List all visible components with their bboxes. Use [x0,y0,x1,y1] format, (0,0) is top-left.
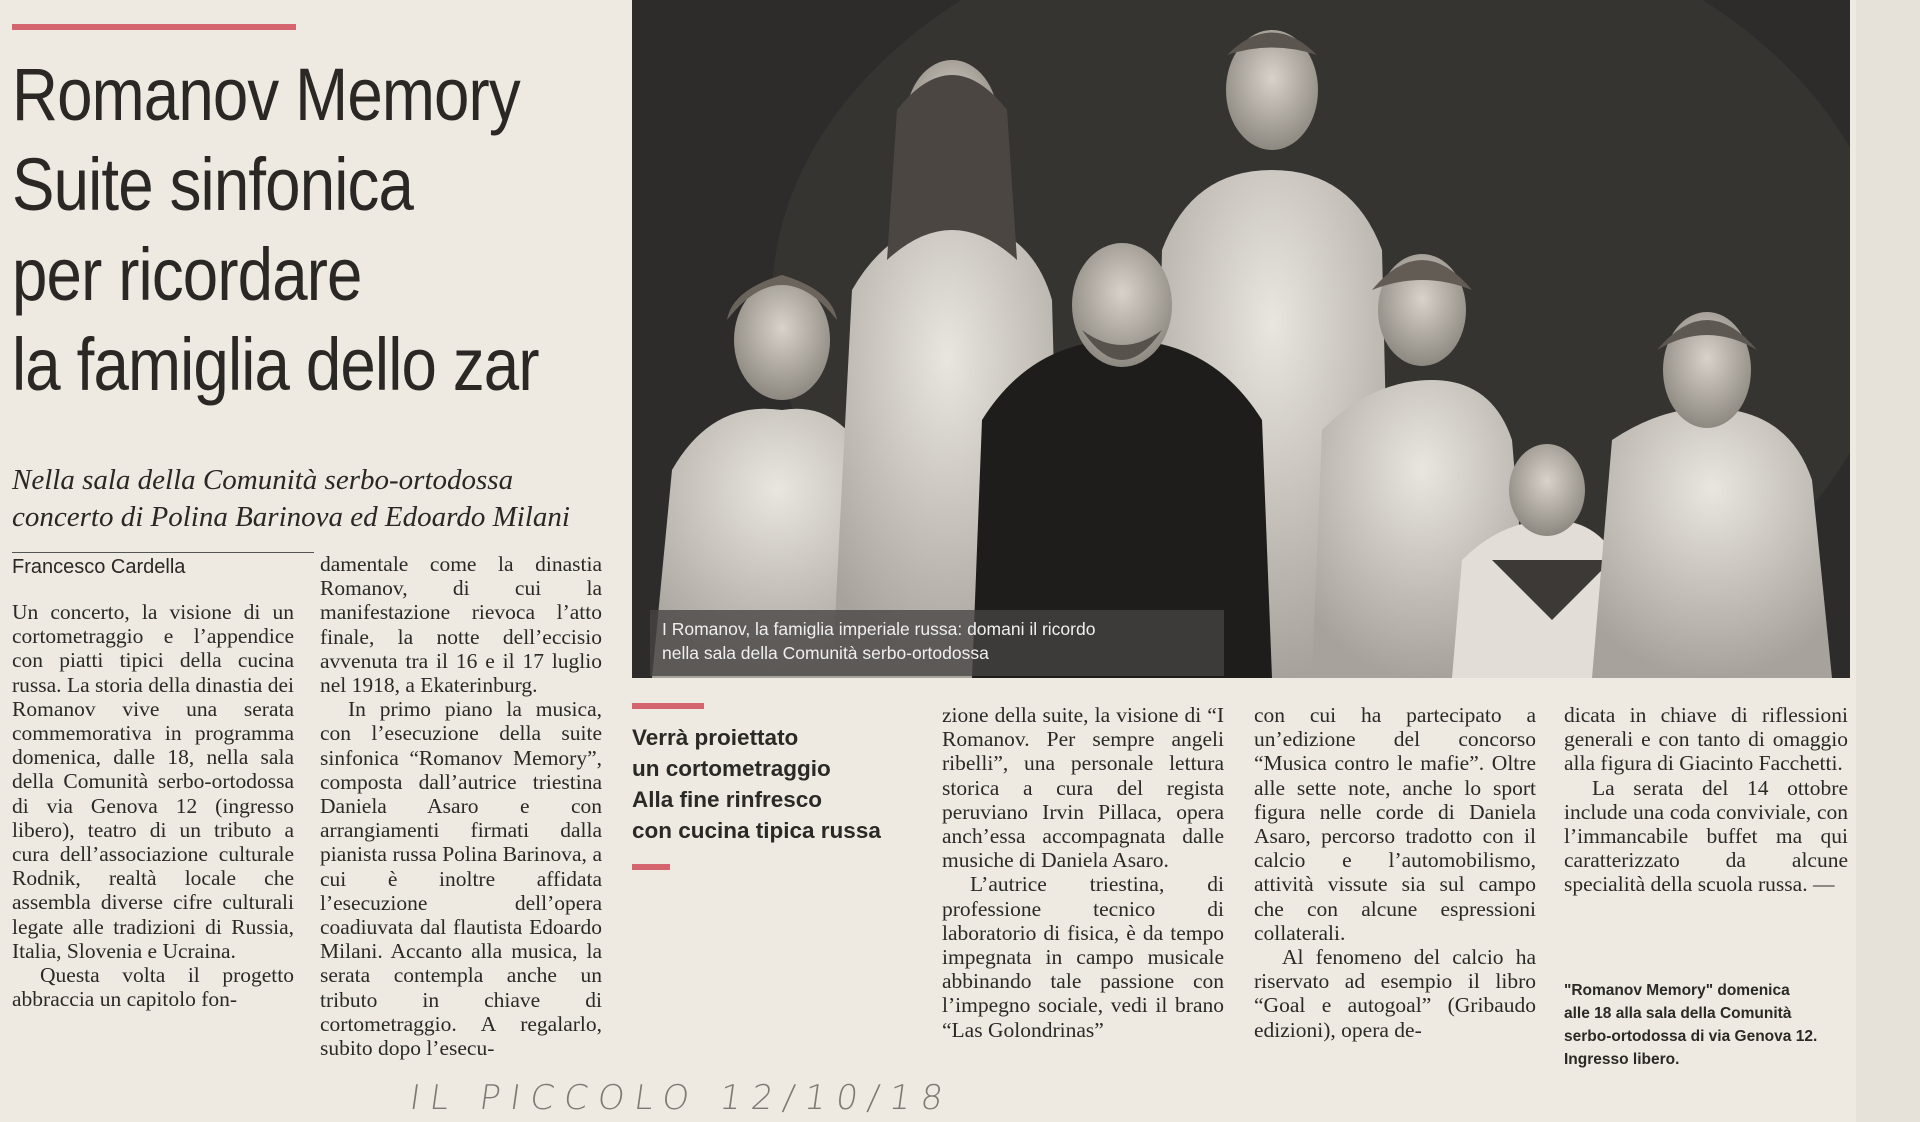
paragraph: zione della suite, la visione di “I Romanov. Per sempre angeli ribelli”, una personale lettura storica a cura del regista peruviano Irvin Pillaca, opera anch’essa accompagnata dalle musiche di Daniela Asaro. [942,703,1224,873]
headline-line: la famiglia dello zar [12,323,539,406]
article-column-5 [1564,703,1848,897]
headline-line: Suite sinfonica [12,143,414,226]
paragraph: dicata in chiave di riflessioni generali e con tanto di omaggio alla figura di Giacinto Facchetti. [1564,703,1848,776]
note-line: serbo-ortodossa di via Genova 12. [1564,1028,1818,1045]
paragraph: Al fenomeno del calcio ha riservato ad esempio il libro “Goal e autogoal” (Gribaudo edizioni), opera de- [1254,945,1536,1042]
pull-quote-top-rule [632,703,704,709]
subtitle-line: Nella sala della Comunità serbo-ortodossa [12,464,514,496]
note-line: Ingresso libero. [1564,1051,1680,1068]
pull-quote-line: un cortometraggio [632,756,831,781]
caption-line: I Romanov, la famiglia imperiale russa: domani il ricordo [662,619,1096,639]
paragraph: Questa volta il progetto abbraccia un capitolo fon- [12,963,294,1012]
event-info-note [1564,979,1854,1071]
paragraph: In primo piano la musica, con l’esecuzione della suite sinfonica “Romanov Memory”, composta dall’autrice triestina Daniela Asaro e con arrangiamenti firmati dalla pianista russa Polina Barinova, a cui è inoltre affidata l’esecuzione dell’opera coadiuvata dal flautista Edoardo Milani. Accanto alla musica, la serata contempla anche un tributo in chiave di cortometraggio. A regalarlo, subito dopo l’esecu- [320,697,602,1061]
article-column-4 [1254,703,1536,1042]
headline-line: per ricordare [12,233,362,316]
title-accent-rule [12,24,296,30]
pull-quote-line: Verrà proiettato [632,725,799,750]
paragraph: Un concerto, la visione di un cortometraggio e l’appendice con piatti tipici della cucina russa. La storia della dinastia dei Romanov vive una serata commemorativa in programma domenica, dalle 18, nella sala della Comunità serbo-ortodossa di via Genova 12 (ingresso libero), teatro di un tributo a cura dell’associazione culturale Rodnik, realtà locale che assembla diverse cifre culturali legate alle tradizioni di Russia, Italia, Slovenia e Ucraina. [12,600,294,963]
article-column-3 [942,703,1224,1042]
article-column-1 [12,600,294,1011]
paragraph: La serata del 14 ottobre include una coda conviviale, con l’immancabile buffet ma qui caratterizzato da alcune specialità della scuola russa. — [1564,775,1848,897]
headline-line: Romanov Memory [12,53,520,136]
paper-edge [1856,0,1920,1122]
romanov-family-photo [632,0,1850,678]
paragraph: damentale come la dinastia Romanov, di cui la manifestazione rievoca l’atto finale, la notte dell’eccisio avvenuta tra il 16 e il 17 luglio nel 1918, a Ekaterinburg. [320,552,602,698]
family-portrait-illustration [632,0,1850,678]
handwritten-source-note: IL PICCOLO 12/10/18 [407,1078,956,1118]
pull-quote [632,722,922,846]
author-byline: Francesco Cardella [12,556,186,578]
subtitle [12,462,622,536]
headline [12,50,537,410]
note-line: "Romanov Memory" domenica [1564,982,1790,999]
photo-caption [662,617,1222,665]
author-rule [12,552,314,553]
note-line: alle 18 alla sala della Comunità [1564,1005,1792,1022]
paragraph: L’autrice triestina, di professione tecnico di laboratorio di fisica, è da tempo impegnata in campo musicale abbinando tale passione con l’impegno sociale, vedi il brano “Las Golondrinas” [942,872,1224,1042]
paragraph: con cui ha partecipato a un’edizione del concorso “Musica contro le mafie”. Oltre alle sette note, anche lo sport figura nelle corde di Daniela Asaro, percorso tradotto con il calcio e l’automobilismo, attività vissute sia sul campo che con alcune espressioni collaterali. [1254,703,1536,945]
article-column-2 [320,552,602,1060]
pull-quote-line: con cucina tipica russa [632,818,881,843]
pull-quote-line: Alla fine rinfresco [632,787,823,812]
caption-line: nella sala della Comunità serbo-ortodossa [662,643,989,663]
pull-quote-bottom-rule [632,864,670,870]
subtitle-line: concerto di Polina Barinova ed Edoardo Milani [12,501,570,533]
